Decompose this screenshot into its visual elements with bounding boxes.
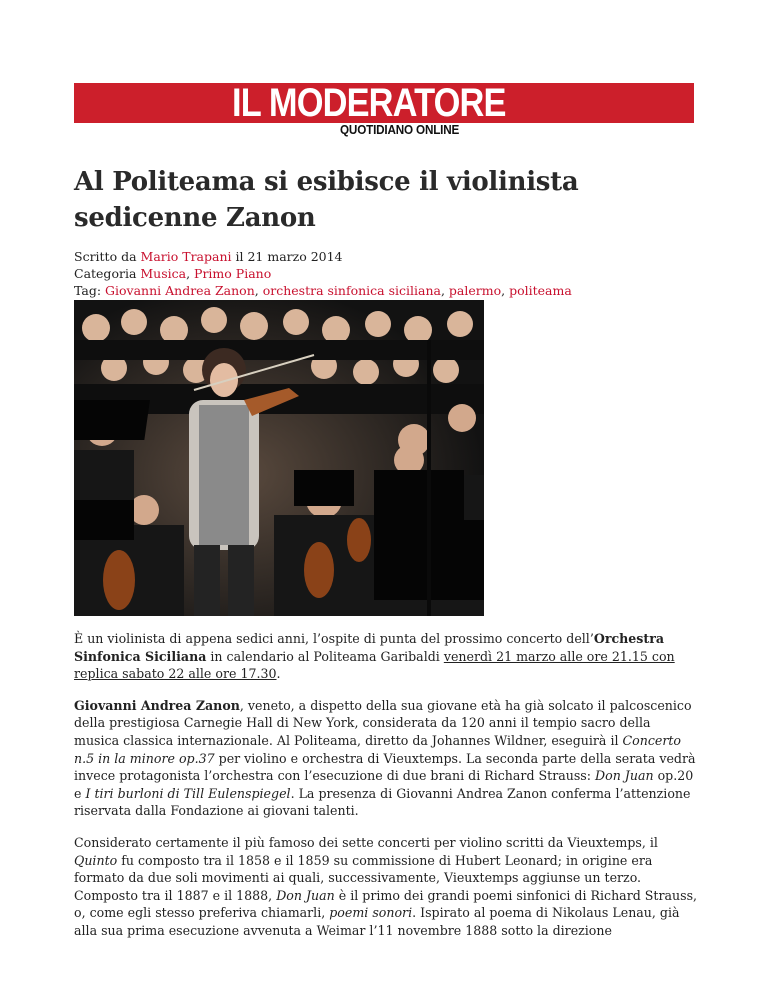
orchestra-photo-icon	[74, 300, 484, 616]
p3-text-c: fu composto tra il 1858 e il 1859 su commissione di Hubert Leonard; in origine era formato da due soli movimenti ai quali, successivamente, Vieuxtemps aggiunse un terzo. Composto tra il 1887 e il 1888,	[74, 852, 653, 903]
p3-donjuan-italic: Don Juan	[276, 887, 335, 903]
paragraph-1	[74, 630, 699, 683]
category-label: Categoria	[74, 266, 141, 281]
article-meta	[74, 248, 714, 299]
p1-dates-underlined: venerdì 21 marzo alle ore 21.15 con replica sabato 22 alle ore 17.30	[74, 648, 675, 682]
byline-prefix: Scritto da	[74, 249, 141, 264]
p1-orchestra-bold: Orchestra Sinfonica Siciliana	[74, 631, 664, 664]
publish-date: il 21 marzo 2014	[231, 249, 343, 264]
byline	[74, 248, 714, 265]
p3-text-g: . Ispirato al poema di Nikolaus Lenau, già alla sua prima esecuzione avvenuta a Weimar l’11 novembre 1888 sotto la direzione	[74, 905, 680, 938]
p3-text-e: è il primo dei grandi poemi sinfonici di Richard Strauss, o, come egli stesso preferiva chiamarli,	[74, 887, 698, 921]
category-link-primo-piano[interactable]: Primo Piano	[194, 266, 272, 281]
masthead-title: IL MODERATORE	[232, 81, 506, 125]
p2-concerto-italic: Concerto n.5 in la minore op.37	[74, 732, 682, 766]
tag-line: Tag: Giovanni Andrea Zanon, orchestra sinfonica siciliana, palermo, politeama	[74, 283, 572, 298]
p3-text-a: Considerato certamente il più famoso dei sette concerti per violino scritti da Vieuxtemps, il	[74, 834, 658, 850]
article-body	[74, 630, 699, 954]
p2-text-h: . La presenza di Giovanni Andrea Zanon conferma l’attenzione riservata dalla Fondazione ai giovani talenti.	[74, 785, 691, 819]
article-photo	[74, 300, 484, 616]
tag-link-politeama[interactable]: politeama	[509, 283, 572, 298]
tag-link-orchestra[interactable]: orchestra sinfonica siciliana	[262, 283, 441, 298]
p3-quinto-italic: Quinto	[74, 852, 118, 868]
p2-donjuan-italic: Don Juan	[595, 768, 654, 784]
p2-name-bold: Giovanni Andrea Zanon	[74, 697, 240, 713]
author-link[interactable]: Mario Trapani	[140, 249, 232, 264]
p1-text-e: .	[276, 666, 281, 682]
p2-text-f: op.20 e	[74, 768, 694, 801]
p1-text-c: in calendario al Politeama Garibaldi	[206, 648, 444, 664]
paragraph-2	[74, 697, 699, 820]
masthead-banner[interactable]	[74, 83, 694, 123]
tag-link-zanon[interactable]: Giovanni Andrea Zanon	[105, 283, 255, 298]
p2-till-italic: I tiri burloni di Till Eulenspiegel	[85, 785, 291, 801]
tag-label: Tag:	[74, 283, 106, 298]
tag-link-palermo[interactable]: palermo	[448, 283, 502, 298]
category-line: Categoria Musica, Primo Piano	[74, 266, 272, 281]
p2-text-d: per violino e orchestra di Vieuxtemps. La seconda parte della serata vedrà invece protagonista l’orchestra con l’esecuzione di due brani di Richard Strauss:	[74, 750, 696, 784]
paragraph-3	[74, 834, 699, 940]
article-title: Al Politeama si esibisce il violinista sedicenne Zanon	[74, 167, 579, 233]
masthead-subtitle: QUOTIDIANO ONLINE	[340, 122, 460, 137]
p2-text-b: , veneto, a dispetto della sua giovane età ha già solcato il palcoscenico della prestigiosa Carnegie Hall di New York, considerata da 120 anni il tempio sacro della musica classica internazionale. Al Politeama, diretto da Johannes Wildner, eseguirà il	[74, 697, 692, 748]
p3-poemi-italic: poemi sonori	[329, 905, 413, 921]
p1-text-a: È un violinista di appena sedici anni, l’ospite di punta del prossimo concerto dell’	[74, 631, 594, 646]
category-link-musica[interactable]: Musica	[140, 266, 187, 281]
